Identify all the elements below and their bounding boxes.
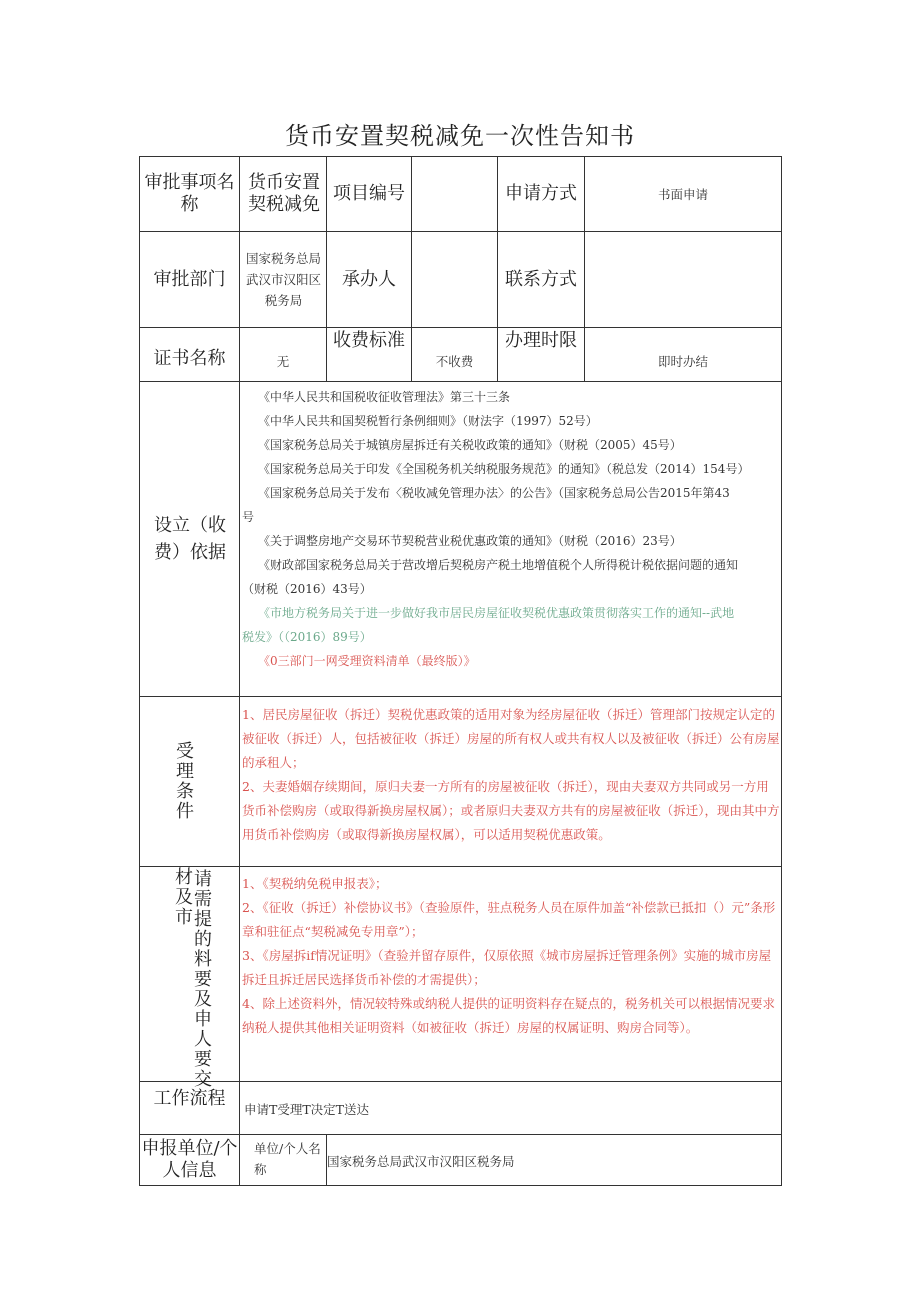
- contact-value: [585, 232, 781, 327]
- basis-line: 《中华人民共和国契税暂行条例细则》（财法字（1997）52号）: [258, 414, 598, 428]
- apply-method-value: 书面申请: [657, 186, 708, 202]
- handler-label: 承办人: [342, 268, 396, 290]
- handler-value: [412, 232, 497, 327]
- basis-line: 号: [242, 510, 255, 524]
- approval-dept-value: 国家税务总局武汉市汉阳区税务局: [245, 251, 321, 308]
- condition-item: 1、居民房屋征收（拆迁）契税优惠政策的适用对象为经房屋征收（拆迁）管理部门按规定认定的被征收（拆迁）人，包括被征收（拆迁）房屋的所有权人或共有权人以及被征收（拆迁）公有房屋的承租人；: [242, 707, 780, 770]
- materials-label-col2: 请需提的料要及申人要交: [194, 869, 212, 1090]
- certificate-name-value: 无: [276, 354, 290, 369]
- material-item: 4、除上述资料外，情况较特殊或纳税人提供的证明资料存在疑点的，税务机关可以根据情况要求纳税人提供其他相关证明资料（如被征收（拆迁）房屋的权属证明、购房合同等）。: [242, 996, 775, 1035]
- basis-line: 《中华人民共和国税收征收管理法》第三十三条: [258, 390, 511, 404]
- approval-item-label: 审批事项名称: [144, 172, 235, 215]
- basis-content: [242, 385, 780, 691]
- basis-line: 《市地方税务局关于进一步做好我市居民房屋征收契税优惠政策贯彻落实工作的通知--武地: [258, 606, 735, 620]
- basis-line: 《财政部国家税务总局关于营改增后契税房产税土地增值税个人所得税计税依据问题的通知: [258, 558, 739, 572]
- contact-label: 联系方式: [505, 268, 577, 290]
- conditions-content: [242, 703, 780, 847]
- project-number-value: [412, 157, 497, 231]
- conditions-label: 受理条件: [176, 741, 194, 822]
- fee-standard-value: 不收费: [435, 354, 474, 369]
- materials-content: [242, 872, 780, 1040]
- material-item: 2、《征收（拆迁）补偿协议书》（查验原件，驻点税务人员在原件加盖“补偿款已抵扣（）元”条形章和驻征点“契税减免专用章”）；: [242, 900, 776, 939]
- applicant-value: 国家税务总局武汉市汉阳区税务局: [327, 1154, 515, 1169]
- basis-line: 《关于调整房地产交易环节契税营业税优惠政策的通知》（财税（2016）23号）: [258, 534, 682, 548]
- applicant-sub-label: 单位/个人名称: [254, 1141, 321, 1177]
- material-item: 3、《房屋拆if情况证明》（查验并留存原件，仅原依照《城市房屋拆迁管理条例》实施的城市房屋拆迁且拆迁居民选择货币补偿的才需提供）；: [242, 948, 772, 987]
- project-number-label: 项目编号: [333, 183, 405, 204]
- workflow-value: 申请T受理T决定T送达: [244, 1102, 370, 1117]
- basis-line: 税发》（（2016）89号）: [242, 630, 372, 644]
- approval-item-value: 货币安置契税减免: [248, 172, 320, 215]
- basis-line: 《国家税务总局关于发布〈税收减免管理办法〉的公告》（国家税务总局公告2015年第43: [258, 486, 730, 500]
- basis-label: 设立（收费）依据: [154, 515, 226, 563]
- basis-line: （财税（2016）43号）: [242, 582, 372, 596]
- workflow-label: 工作流程: [153, 1088, 226, 1109]
- certificate-name-label: 证书名称: [153, 347, 226, 369]
- material-item: 1、《契税纳免税申报表》；: [242, 876, 388, 891]
- basis-line: 《0三部门一网受理资料清单（最终版）》: [258, 654, 476, 668]
- materials-label-col1: 材及市: [175, 867, 193, 928]
- page-title: 货币安置契税减免一次性告知书: [285, 122, 635, 150]
- basis-line: 《国家税务总局关于城镇房屋拆迁有关税收政策的通知》（财税（2005）45号）: [258, 438, 682, 452]
- applicant-label: 申报单位/个人信息: [141, 1138, 238, 1181]
- time-limit-label: 办理时限: [505, 330, 577, 351]
- fee-standard-label: 收费标准: [333, 330, 405, 351]
- basis-line: 《国家税务总局关于印发《全国税务机关纳税服务规范》的通知》（税总发（2014）154号）: [258, 462, 750, 476]
- apply-method-label: 申请方式: [505, 183, 577, 204]
- time-limit-value: 即时办结: [657, 354, 708, 369]
- condition-item: 2、夫妻婚姻存续期间，原归夫妻一方所有的房屋被征收（拆迁），现由夫妻双方共同或另一方用货币补偿购房（或取得新换房屋权属）；或者原归夫妻双方共有的房屋被征收（拆迁），现由其中方用货币补偿购房（或取得新换房屋权属），可以适用契税优惠政策。: [242, 779, 780, 842]
- approval-dept-label: 审批部门: [153, 268, 226, 290]
